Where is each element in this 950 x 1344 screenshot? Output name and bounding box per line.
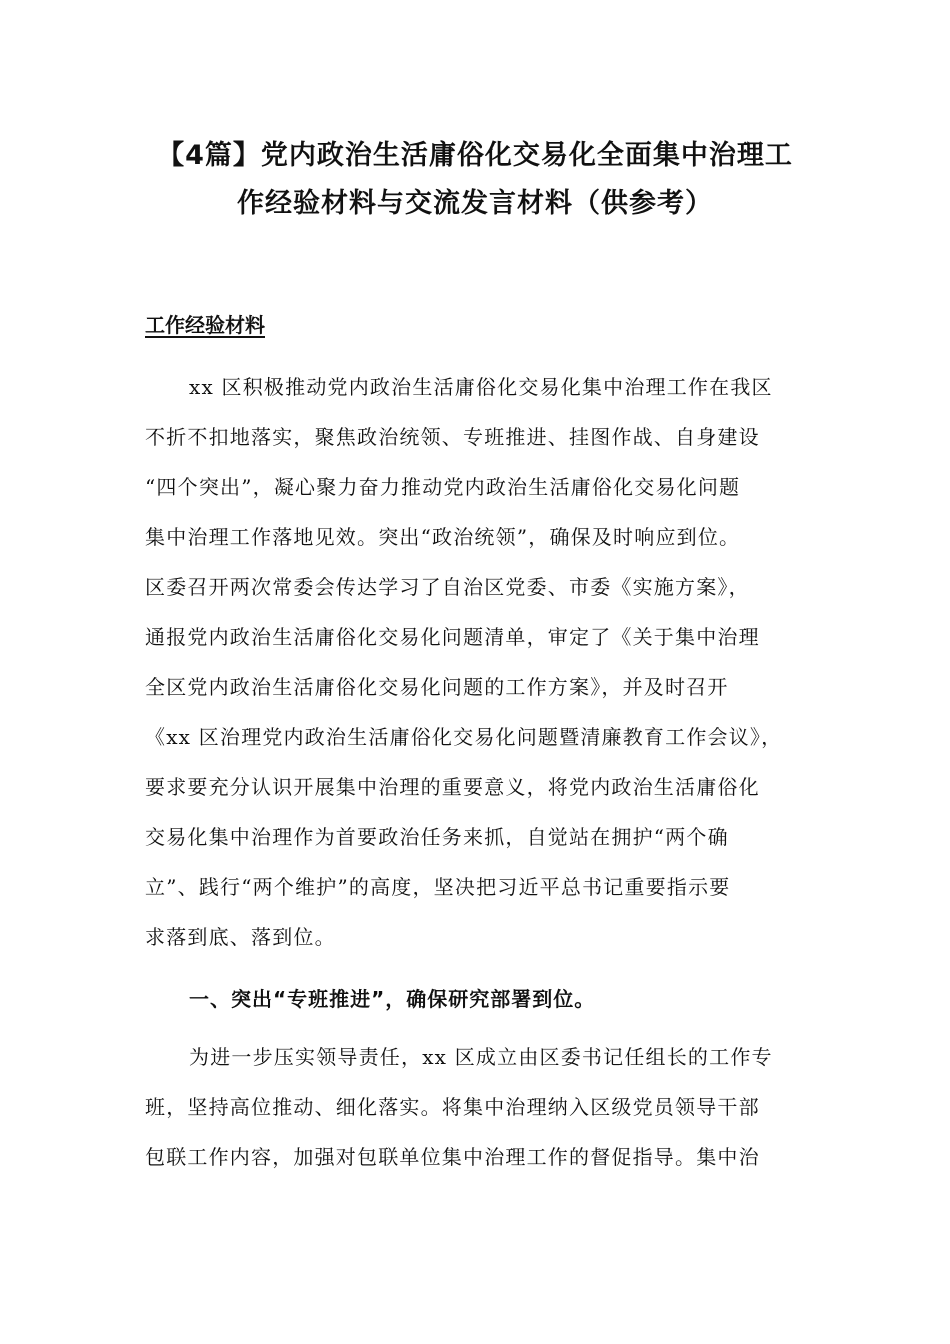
paragraph-line: “四个突出”，凝心聚力奋力推动党内政治生活庸俗化交易化问题 [145,475,741,499]
paragraph-line: 立”、践行“两个维护”的高度，坚决把习近平总书记重要指示要 [145,875,731,899]
paragraph-line: 全区党内政治生活庸俗化交易化问题的工作方案》，并及时召开 [145,675,729,699]
paragraph-line: xx 区积极推动党内政治生活庸俗化交易化集中治理工作在我区 [189,375,773,399]
paragraph-special-team [145,1032,811,1182]
paragraph-line: 《xx 区治理党内政治生活庸俗化交易化问题暨清廉教育工作会议》， [145,725,783,749]
paragraph-line: 包联工作内容，加强对包联单位集中治理工作的督促指导。集中治 [145,1145,760,1169]
subheading-special-team: 一、突出“专班推进”，确保研究部署到位。 [189,987,596,1011]
paragraph-line: 交易化集中治理作为首要政治任务来抓，自觉站在拥护“两个确 [145,825,729,849]
paragraph-line: 为进一步压实领导责任，xx 区成立由区委书记任组长的工作专 [189,1045,773,1069]
paragraph-line: 通报党内政治生活庸俗化交易化问题清单，审定了《关于集中治理 [145,625,760,649]
document-title [130,132,820,228]
paragraph-line: 集中治理工作落地见效。突出“政治统领”，确保及时响应到位。 [145,525,741,549]
title-line-1: 【4篇】党内政治生活庸俗化交易化全面集中治理工 [157,140,793,171]
title-line-2: 作经验材料与交流发言材料（供参考） [237,188,713,219]
section-heading: 工作经验材料 [145,313,265,337]
paragraph-line: 要求要充分认识开展集中治理的重要意义，将党内政治生活庸俗化 [145,775,760,799]
paragraph-work-experience [145,362,811,962]
paragraph-line: 区委召开两次常委会传达学习了自治区党委、市委《实施方案》， [145,575,750,599]
paragraph-line: 班，坚持高位推动、细化落实。将集中治理纳入区级党员领导干部 [145,1095,760,1119]
paragraph-line: 不折不扣地落实，聚焦政治统领、专班推进、挂图作战、自身建设 [145,425,760,449]
paragraph-line: 求落到底、落到位。 [145,925,336,949]
